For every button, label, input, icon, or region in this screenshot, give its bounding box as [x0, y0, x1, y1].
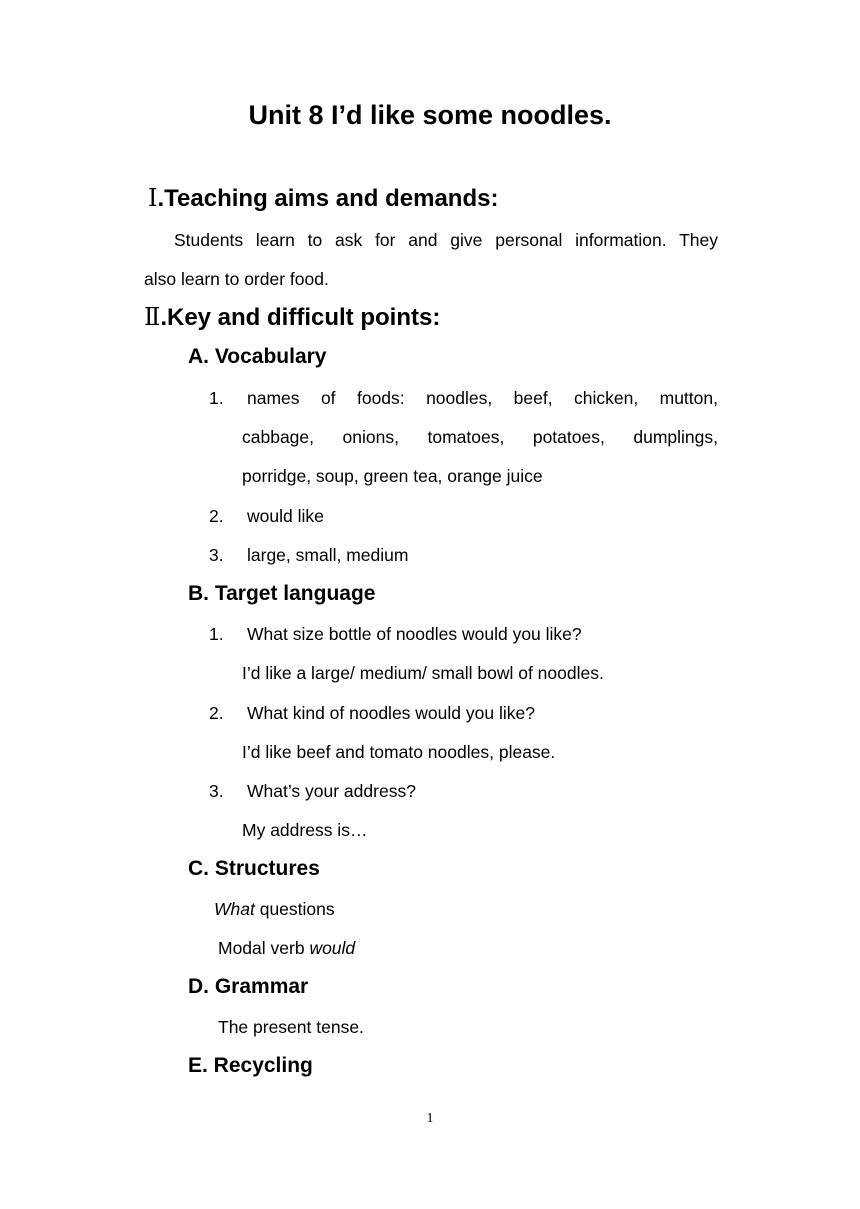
subheading-vocabulary: A. Vocabulary — [188, 345, 327, 368]
list-number: 1. — [209, 624, 224, 644]
answer-line: I’d like a large/ medium/ small bowl of noodles. — [242, 663, 604, 683]
structure-text: Modal verb — [218, 938, 310, 958]
list-number: 2. — [209, 703, 224, 723]
structure-text: questions — [254, 899, 335, 919]
question-line: What kind of noodles would you like? — [247, 703, 535, 723]
list-number: 1. — [209, 388, 224, 408]
paragraph-line: Students learn to ask for and give personal information. They — [174, 230, 718, 250]
list-item-line: porridge, soup, green tea, orange juice — [242, 466, 543, 486]
question-line: What size bottle of noodles would you like? — [247, 624, 582, 644]
grammar-text: The present tense. — [218, 1017, 364, 1037]
list-item-line: cabbage, onions, tomatoes, potatoes, dumplings, — [242, 427, 718, 447]
subheading-recycling: E. Recycling — [188, 1054, 313, 1077]
list-item-line: names of foods: noodles, beef, chicken, mutton, — [247, 388, 718, 408]
italic-word: What — [214, 899, 255, 919]
list-item-line: large, small, medium — [247, 545, 409, 565]
list-item-line: would like — [247, 506, 324, 526]
structure-line — [218, 938, 355, 959]
list-number: 2. — [209, 506, 224, 526]
subheading-grammar: D. Grammar — [188, 975, 309, 998]
subheading-target-language: B. Target language — [188, 582, 376, 605]
subheading-structures: C. Structures — [188, 857, 320, 880]
question-line: What’s your address? — [247, 781, 416, 801]
section-heading-key-points — [144, 303, 440, 332]
answer-line: I’d like beef and tomato noodles, please. — [242, 742, 556, 762]
section-heading-text: .Teaching aims and demands: — [157, 185, 499, 212]
page-number: 1 — [426, 1111, 434, 1126]
answer-line: My address is… — [242, 820, 368, 840]
italic-word: would — [309, 938, 356, 958]
structure-line — [214, 899, 335, 920]
paragraph-line: also learn to order food. — [144, 269, 329, 289]
section-heading-teaching-aims — [148, 184, 498, 213]
section-numeral: Ⅰ — [148, 184, 158, 212]
section-numeral: Ⅱ — [144, 303, 161, 331]
section-heading-text: .Key and difficult points: — [160, 304, 441, 331]
page-title: Unit 8 I’d like some noodles. — [248, 100, 612, 130]
list-number: 3. — [209, 545, 224, 565]
list-number: 3. — [209, 781, 224, 801]
